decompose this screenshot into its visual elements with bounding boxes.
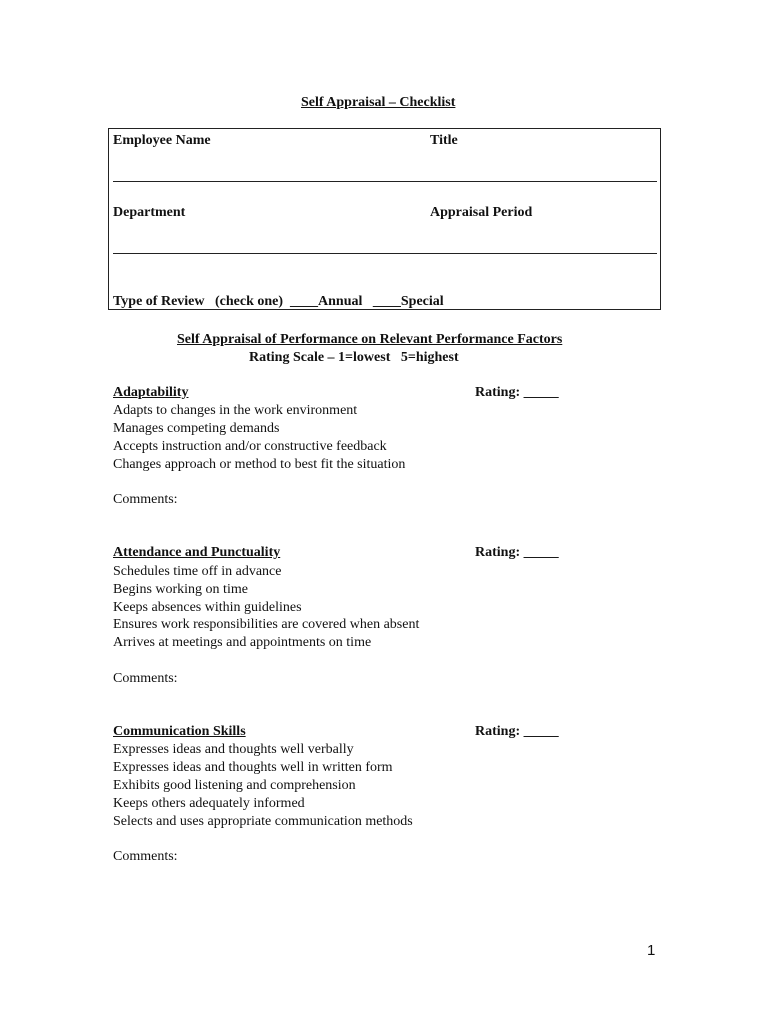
comments-label: Comments: <box>113 671 178 686</box>
factor-item: Begins working on time <box>113 582 248 597</box>
factor-item: Ensures work responsibilities are covered when absent <box>113 617 420 632</box>
rating-field[interactable]: Rating: _____ <box>475 545 559 560</box>
document-title: Self Appraisal – Checklist <box>301 95 456 110</box>
section-heading: Self Appraisal of Performance on Relevant Performance Factors <box>177 332 563 347</box>
employee-name-label: Employee Name <box>113 133 211 148</box>
factor-heading: Communication Skills <box>113 724 246 739</box>
rating-field[interactable]: Rating: _____ <box>475 385 559 400</box>
factor-item: Keeps others adequately informed <box>113 796 305 811</box>
comments-label: Comments: <box>113 492 178 507</box>
comments-label: Comments: <box>113 849 178 864</box>
appraisal-period-label: Appraisal Period <box>430 205 533 220</box>
factor-item: Exhibits good listening and comprehension <box>113 778 356 793</box>
employee-name-line[interactable] <box>113 181 657 182</box>
type-of-review-line: Type of Review (check one) ____Annual ____Special <box>113 294 444 309</box>
title-label: Title <box>430 133 458 148</box>
factor-heading: Attendance and Punctuality <box>113 545 281 560</box>
factor-item: Schedules time off in advance <box>113 564 282 579</box>
factor-item: Selects and uses appropriate communication methods <box>113 814 413 829</box>
factor-item: Arrives at meetings and appointments on time <box>113 635 372 650</box>
factor-item: Accepts instruction and/or constructive feedback <box>113 439 387 454</box>
employee-info-box <box>108 128 661 310</box>
rating-field[interactable]: Rating: _____ <box>475 724 559 739</box>
department-line[interactable] <box>113 253 657 254</box>
factor-item: Expresses ideas and thoughts well in written form <box>113 760 393 775</box>
rating-scale: Rating Scale – 1=lowest 5=highest <box>249 350 459 365</box>
department-label: Department <box>113 205 186 220</box>
factor-item: Manages competing demands <box>113 421 280 436</box>
factor-item: Expresses ideas and thoughts well verbally <box>113 742 354 757</box>
factor-item: Adapts to changes in the work environment <box>113 403 358 418</box>
factor-item: Keeps absences within guidelines <box>113 600 302 615</box>
page-number: 1 <box>647 942 656 959</box>
factor-item: Changes approach or method to best fit the situation <box>113 457 406 472</box>
factor-heading: Adaptability <box>113 385 189 400</box>
